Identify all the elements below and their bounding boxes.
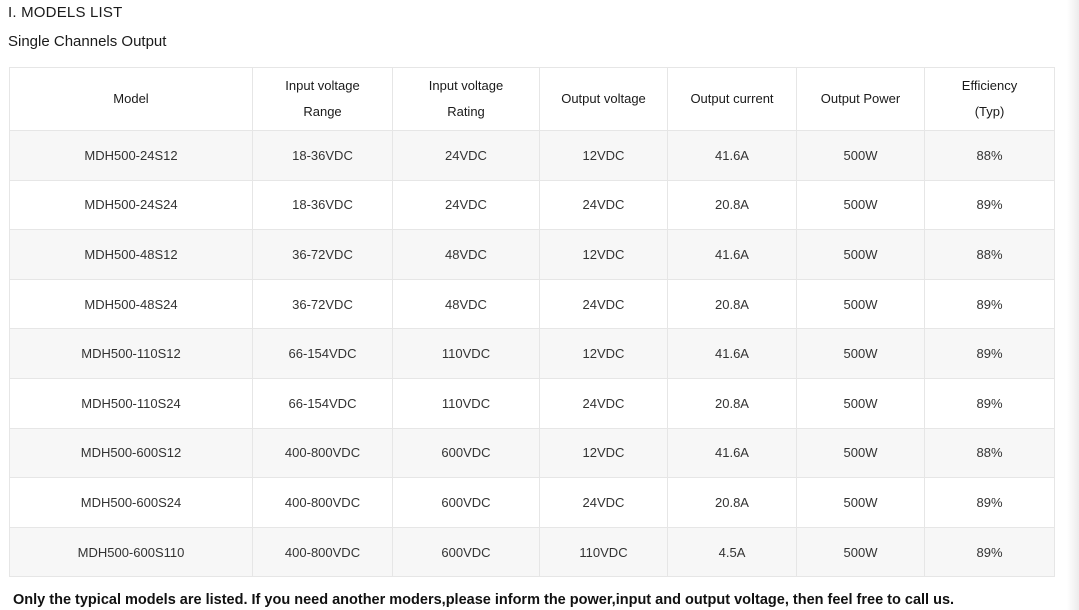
- header-text: Output Power: [820, 91, 901, 106]
- header-efficiency: [925, 68, 1055, 131]
- header-text: Input voltage: [285, 78, 360, 93]
- cell-efficiency: 89%: [925, 279, 1055, 329]
- table-body: [10, 131, 1055, 577]
- cell-input-voltage-rating: 110VDC: [393, 378, 540, 428]
- cell-output-power: 500W: [797, 329, 925, 379]
- cell-model: MDH500-110S12: [10, 329, 253, 379]
- cell-output-current: 4.5A: [668, 527, 797, 577]
- header-text: Efficiency: [961, 78, 1018, 93]
- cell-model: MDH500-24S24: [10, 180, 253, 230]
- cell-input-voltage-rating: 600VDC: [393, 478, 540, 528]
- table-row: [10, 279, 1055, 329]
- cell-input-voltage-rating: 110VDC: [393, 329, 540, 379]
- cell-input-voltage-range: 18-36VDC: [253, 180, 393, 230]
- footer-note: Only the typical models are listed. If you need another moders,please inform the power,input and output voltage, then feel free to call us.: [13, 592, 955, 608]
- table-row: [10, 329, 1055, 379]
- cell-output-current: 20.8A: [668, 279, 797, 329]
- cell-output-current: 41.6A: [668, 131, 797, 181]
- header-text: Model: [113, 91, 149, 106]
- cell-output-power: 500W: [797, 131, 925, 181]
- header-text: (Typ): [974, 104, 1005, 119]
- header-text: Rating: [447, 104, 485, 119]
- cell-model: MDH500-48S12: [10, 230, 253, 280]
- cell-efficiency: 88%: [925, 428, 1055, 478]
- header-output-voltage: [540, 68, 668, 131]
- cell-output-voltage: 12VDC: [540, 329, 668, 379]
- table-row: [10, 230, 1055, 280]
- cell-efficiency: 89%: [925, 329, 1055, 379]
- cell-output-voltage: 24VDC: [540, 279, 668, 329]
- cell-output-current: 20.8A: [668, 378, 797, 428]
- table-row: [10, 527, 1055, 577]
- cell-input-voltage-range: 400-800VDC: [253, 527, 393, 577]
- cell-input-voltage-range: 400-800VDC: [253, 428, 393, 478]
- table-row: [10, 180, 1055, 230]
- header-input-voltage-range: [253, 68, 393, 131]
- cell-output-voltage: 24VDC: [540, 378, 668, 428]
- cell-model: MDH500-48S24: [10, 279, 253, 329]
- cell-efficiency: 88%: [925, 230, 1055, 280]
- cell-efficiency: 89%: [925, 180, 1055, 230]
- section-subheading: Single Channels Output: [8, 33, 167, 50]
- cell-output-voltage: 12VDC: [540, 230, 668, 280]
- cell-model: MDH500-600S24: [10, 478, 253, 528]
- cell-output-current: 20.8A: [668, 180, 797, 230]
- cell-output-voltage: 24VDC: [540, 180, 668, 230]
- header-text: Output voltage: [561, 91, 646, 106]
- table-row: [10, 378, 1055, 428]
- cell-input-voltage-range: 66-154VDC: [253, 378, 393, 428]
- cell-input-voltage-rating: 48VDC: [393, 230, 540, 280]
- cell-model: MDH500-600S12: [10, 428, 253, 478]
- cell-efficiency: 89%: [925, 527, 1055, 577]
- table-header-row: [10, 68, 1055, 131]
- models-table: [9, 67, 1055, 577]
- cell-model: MDH500-600S110: [10, 527, 253, 577]
- cell-output-power: 500W: [797, 527, 925, 577]
- cell-efficiency: 89%: [925, 378, 1055, 428]
- section-heading: I. MODELS LIST: [8, 4, 123, 21]
- cell-output-voltage: 12VDC: [540, 428, 668, 478]
- cell-input-voltage-rating: 24VDC: [393, 131, 540, 181]
- cell-input-voltage-range: 36-72VDC: [253, 279, 393, 329]
- cell-input-voltage-rating: 600VDC: [393, 428, 540, 478]
- cell-output-current: 41.6A: [668, 428, 797, 478]
- cell-output-current: 41.6A: [668, 329, 797, 379]
- table-row: [10, 131, 1055, 181]
- page-edge-shadow: [1067, 0, 1079, 610]
- header-output-current: [668, 68, 797, 131]
- cell-efficiency: 88%: [925, 131, 1055, 181]
- header-model: [10, 68, 253, 131]
- cell-input-voltage-range: 400-800VDC: [253, 478, 393, 528]
- header-text: Input voltage: [428, 78, 504, 93]
- header-input-voltage-rating: [393, 68, 540, 131]
- cell-input-voltage-range: 36-72VDC: [253, 230, 393, 280]
- cell-input-voltage-range: 18-36VDC: [253, 131, 393, 181]
- header-text: Output current: [690, 91, 774, 106]
- header-output-power: [797, 68, 925, 131]
- cell-output-power: 500W: [797, 428, 925, 478]
- cell-output-current: 41.6A: [668, 230, 797, 280]
- cell-output-power: 500W: [797, 230, 925, 280]
- cell-output-voltage: 12VDC: [540, 131, 668, 181]
- cell-efficiency: 89%: [925, 478, 1055, 528]
- header-text: Range: [303, 104, 342, 119]
- cell-output-power: 500W: [797, 478, 925, 528]
- cell-model: MDH500-24S12: [10, 131, 253, 181]
- cell-input-voltage-rating: 48VDC: [393, 279, 540, 329]
- cell-model: MDH500-110S24: [10, 378, 253, 428]
- cell-output-voltage: 110VDC: [540, 527, 668, 577]
- table-row: [10, 478, 1055, 528]
- cell-input-voltage-rating: 24VDC: [393, 180, 540, 230]
- cell-output-current: 20.8A: [668, 478, 797, 528]
- cell-input-voltage-rating: 600VDC: [393, 527, 540, 577]
- table-row: [10, 428, 1055, 478]
- cell-input-voltage-range: 66-154VDC: [253, 329, 393, 379]
- cell-output-power: 500W: [797, 279, 925, 329]
- cell-output-voltage: 24VDC: [540, 478, 668, 528]
- cell-output-power: 500W: [797, 180, 925, 230]
- cell-output-power: 500W: [797, 378, 925, 428]
